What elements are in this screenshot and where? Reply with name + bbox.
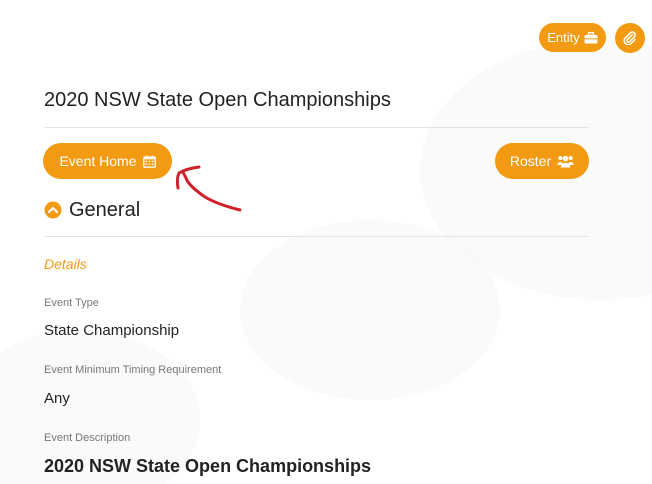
section-title: General [69, 199, 141, 221]
section-toggle[interactable] [44, 199, 66, 221]
field-value-event-type: State Championship [44, 322, 180, 339]
field-label-timing-requirement: Event Minimum Timing Requirement [44, 364, 222, 376]
entity-button[interactable] [539, 23, 606, 52]
field-label-event-description: Event Description [44, 432, 131, 444]
roster-button-label: Roster [509, 153, 552, 169]
chevron-up-circle-icon [44, 206, 62, 223]
roster-button[interactable] [495, 143, 589, 179]
field-value-event-description: 2020 NSW State Open Championships [44, 456, 372, 476]
entity-button-label: Entity [547, 30, 580, 45]
field-value-timing-requirement: Any [44, 390, 70, 407]
background-shape [240, 220, 500, 400]
event-title: 2020 NSW State Open Championships [44, 89, 391, 111]
paperclip-icon [623, 31, 637, 45]
title-divider [44, 127, 589, 128]
event-home-button[interactable] [43, 143, 172, 179]
annotation-arrow [170, 160, 250, 216]
briefcase-icon [584, 32, 598, 44]
details-heading: Details [44, 256, 87, 272]
calendar-icon [143, 155, 156, 168]
field-label-event-type: Event Type [44, 297, 99, 309]
section-divider [44, 236, 589, 237]
attachment-button[interactable] [615, 23, 645, 53]
event-home-button-label: Event Home [59, 153, 137, 169]
users-icon [557, 154, 574, 168]
